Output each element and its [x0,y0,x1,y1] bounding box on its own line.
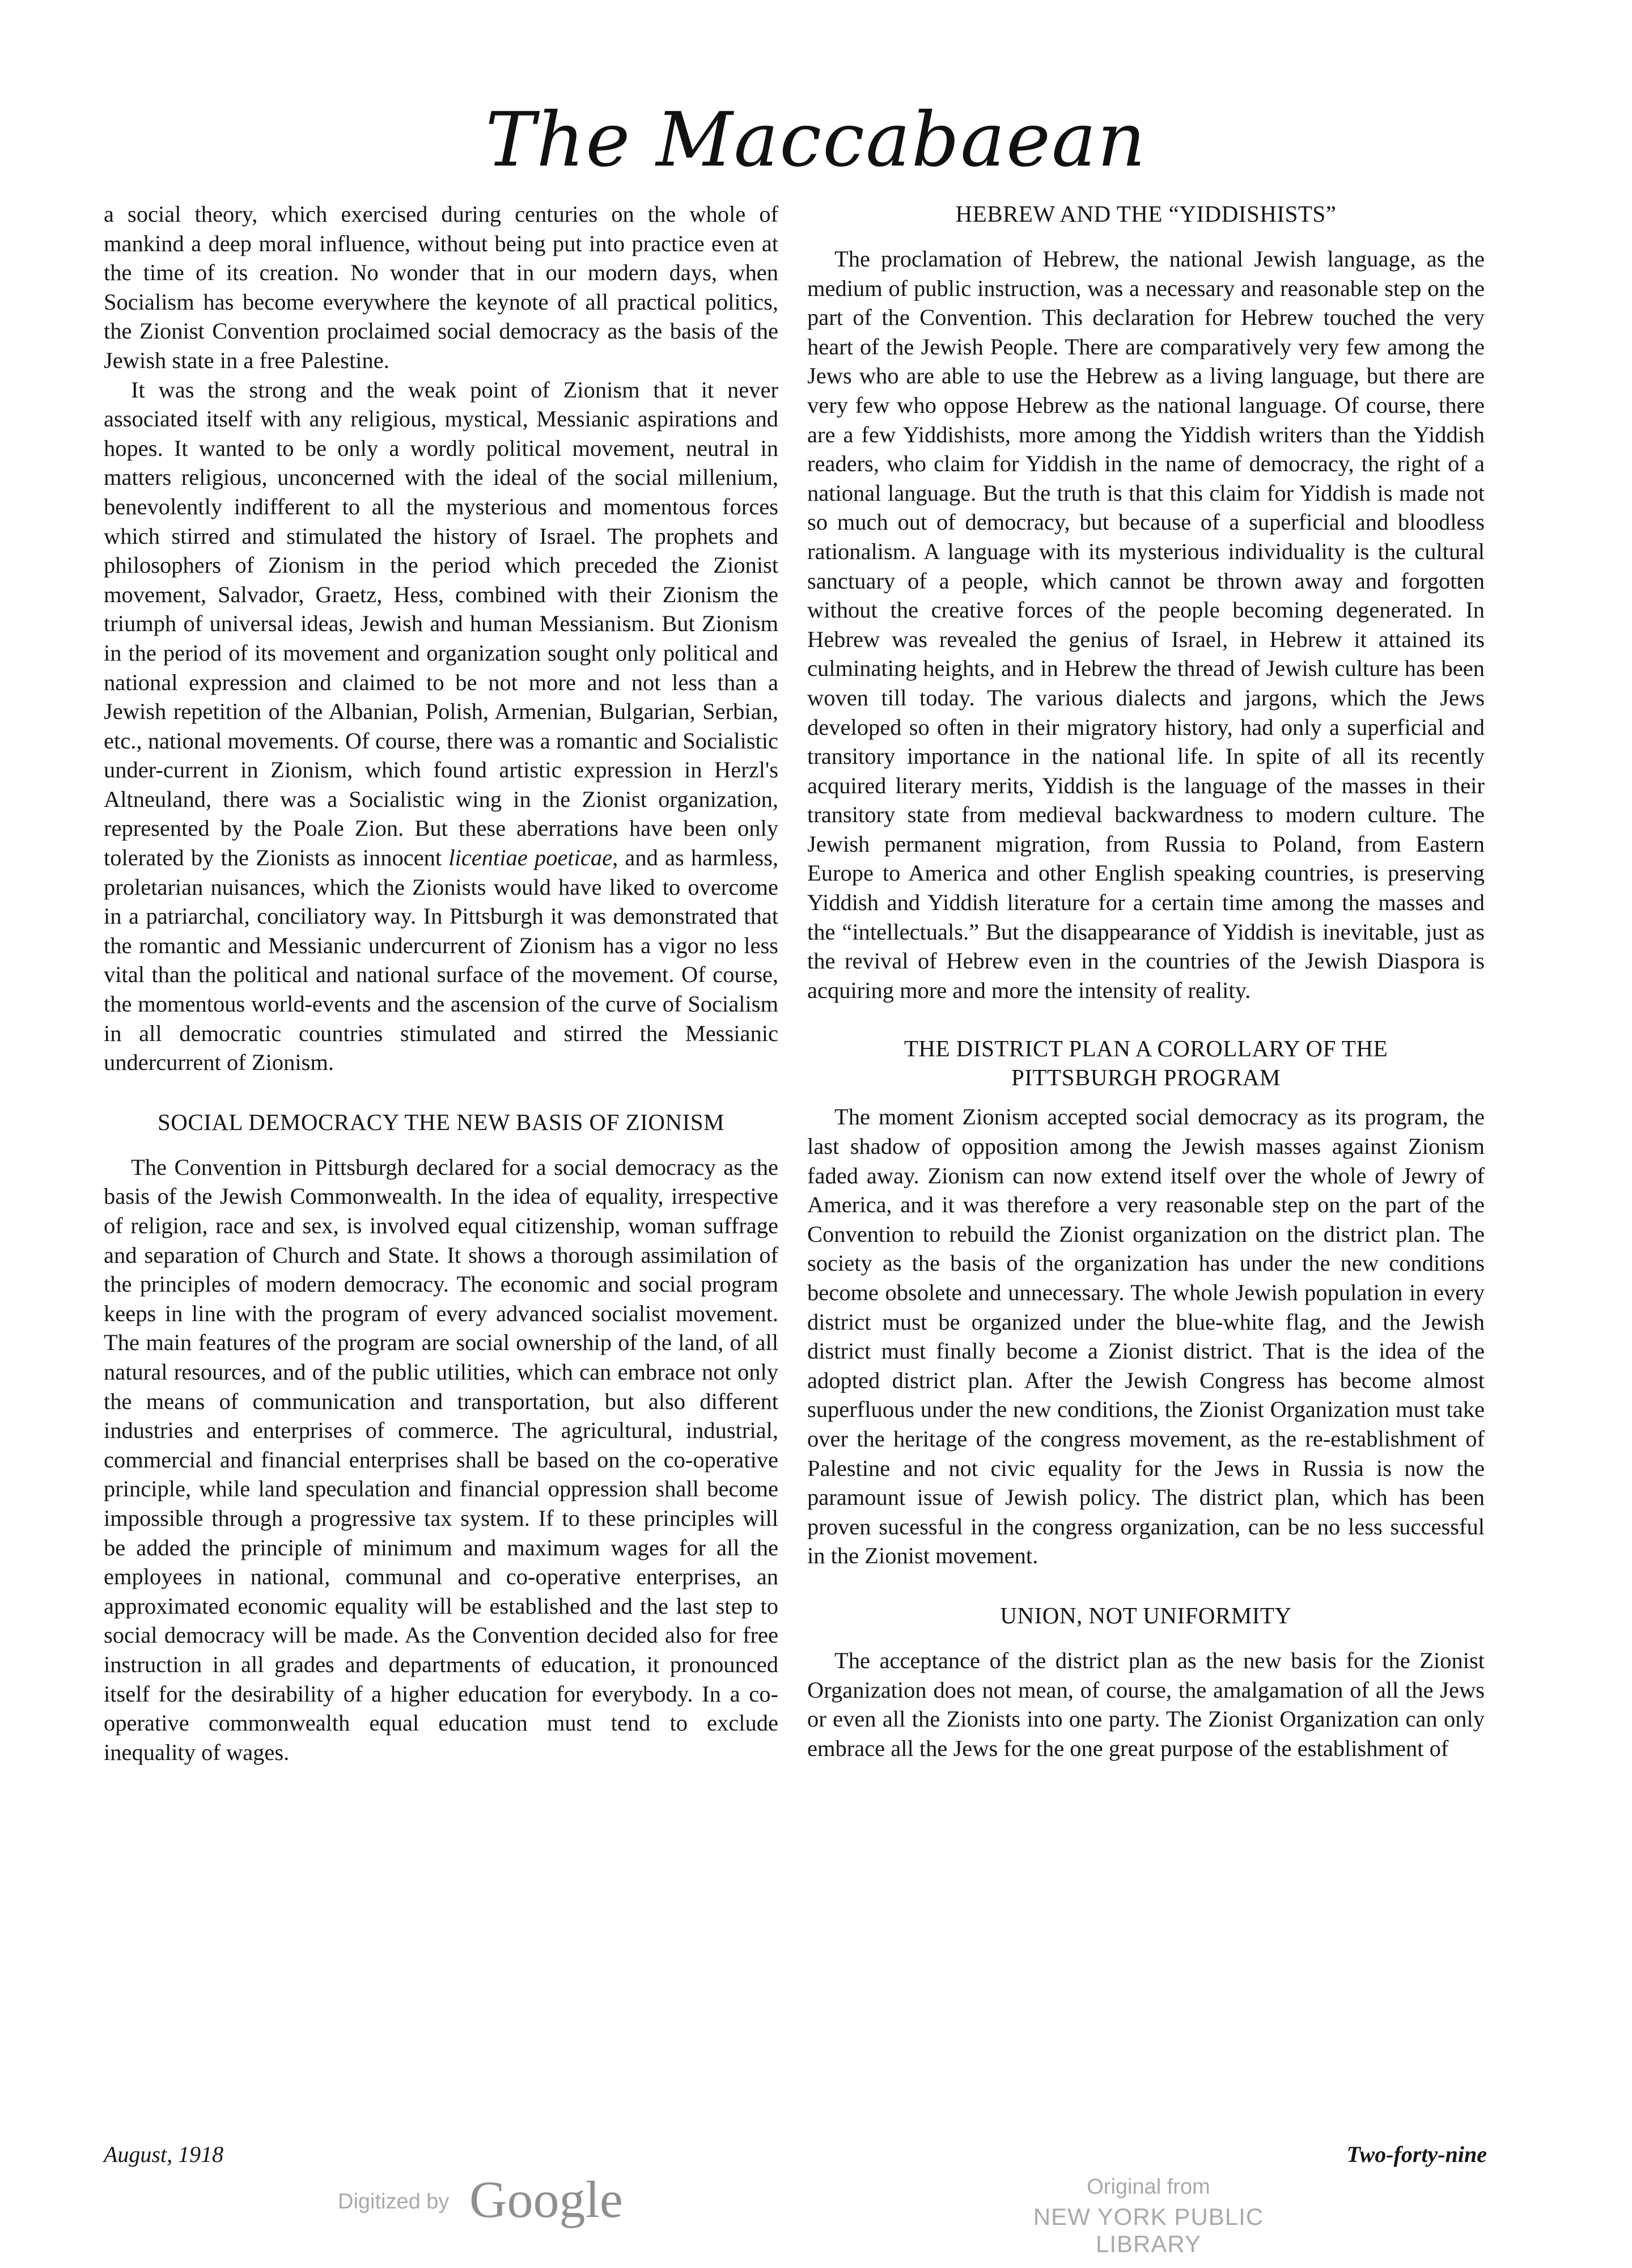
left-paragraph-2-text-b: , and as harmless, proletarian nuisances, which the Zionists would have liked to overcome in a patriarchal, conciliatory way. In Pittsburgh it was demonstrated that the romantic and Messianic undercurrent of Zionism has a vigor no less vital than the political and national surface of the movement. Of course, the momentous world-events and the ascension of the curve of Socialism in all democratic countries stimulated and stirred the Messianic undercurrent of Zionism. [104,845,778,1076]
right-paragraph-3: The acceptance of the district plan as the new basis for the Zionist Organization does not mean, of course, the amalgamation of all the Jews or even all the Zionists into one party. The Zionist Organization can only embrace all the Jews for the one great purpose of the establishment of [807,1647,1485,1761]
digitized-by-label: Digitized by [338,2190,450,2214]
footer-page-number: Two-forty-nine [1346,2142,1487,2167]
library-name: NEW YORK PUBLIC LIBRARY [1033,2203,1264,2257]
right-paragraph-1: The proclamation of Hebrew, the national Jewish language, as the medium of public instruction, was a necessary and reasonable step on the part of the Convention. This declaration for Hebrew touched the very heart of the Jewish People. There are comparatively very few among the Jews who are able to use the Hebrew as a living language, but there are very few who oppose Hebrew as the national language. Of course, there are a few Yiddishists, more among the Yiddish writers than the Yiddish readers, who claim for Yiddish in the name of democracy, the right of a national language. But the truth is that this claim for Yiddish is made not so much out of democracy, but because of a superficial and bloodless rationalism. A language with its mysterious individuality is the cultural sanctuary of a people, which cannot be thrown away and forgotten without the creative forces of the people becoming degenerated. In Hebrew was revealed the genius of Israel, in Hebrew it attained its culminating heights, and in Hebrew the thread of Jewish culture has been woven till today. The various dialects and jargons, which the Jews developed so often in their migratory history, had only a superficial and transitory importance in the national life. In spite of all its recently acquired literary merits, Yiddish is the language of the masses in their transitory state from medieval backwardness to modern culture. The Jewish permanent migration, from Russia to Poland, from Eastern Europe to America and other English speaking countries, is preserving Yiddish and Yiddish literature for a certain time among the masses and the “intellectuals.” But the disappearance of Yiddish is inevitable, just as the revival of Hebrew even in the countries of the Jewish Diaspora is acquiring more and more the intensity of reality. [807,246,1485,1003]
left-paragraph-3: The Convention in Pittsburgh declared for a social democracy as the basis of the Jewish Commonwealth. In the idea of equality, irrespective of religion, race and sex, is involved equal citizenship, woman suffrage and separation of Church and State. It shows a thorough assimilation of the principles of modern democracy. The economic and social program keeps in line with the program of every advanced socialist movement. The main features of the program are social ownership of the land, of all natural resources, and of the public utilities, which can embrace not only the means of communication and transportation, but also different industries and enterprises of commerce. The agricultural, industrial, commercial and financial enterprises shall be based on the co-operative principle, while land speculation and financial oppression shall become impossible through a progressive tax system. If to these principles will be added the principle of minimum and maximum wages for all the employees in national, communal and co-operative enterprises, an approximated economic equality will be established and the last step to social democracy will be made. As the Convention decided also for free instruction in all grades and departments of education, it pronounced itself for the desirability of a higher education for everybody. In a co-operative commonwealth equal education must tend to exclude inequality of wages. [104,1154,778,1765]
heading-social-democracy: SOCIAL DEMOCRACY THE NEW BASIS OF ZIONISM [157,1108,724,1135]
heading-district-line-1: THE DISTRICT PLAN A COROLLARY OF THE [904,1035,1388,1062]
heading-district-plan [807,1034,1485,1092]
left-paragraph-2 [104,375,778,1077]
original-from-label: Original from [1087,2175,1210,2199]
left-paragraph-1: a social theory, which exercised during centuries on the whole of mankind a deep moral influence, without being put into practice even at the time of its creation. No wonder that in our modern days, when Socialism has become everywhere the keynote of all practical politics, the Zionist Convention proclaimed social democracy as the basis of the Jewish state in a free Palestine. [104,201,778,373]
heading-union-not-uniformity: UNION, NOT UNIFORMITY [1000,1602,1292,1628]
heading-district-line-2: PITTSBURGH PROGRAM [1011,1064,1281,1091]
heading-hebrew-yiddishists: HEBREW AND THE “YIDDISHISTS” [955,201,1337,227]
left-paragraph-2-italic: licentiae poeticae [448,845,613,871]
masthead-title: The Maccabaean [485,96,1147,184]
left-paragraph-2-text-a: It was the strong and the weak point of Zionism that it never associated itself with any religious, mystical, Messianic aspirations and hopes. It wanted to be only a wordly political movement, neutral in matters religious, unconcerned with the ideal of the social millenium, benevolently indifferent to all the mysterious and momentous forces which stirred and stimulated the history of Israel. The prophets and philosophers of Zionism in the period which preceded the Zionist movement, Salvador, Graetz, Hess, combined with their Zionism the triumph of universal ideas, Jewish and human Messianism. But Zionism in the period of its movement and organization sought only political and national expression and claimed to be not more and not less than a Jewish repetition of the Albanian, Polish, Armenian, Bulgarian, Serbian, etc., national movements. Of course, there was a romantic and Socialistic under-current in Zionism, which found artistic expression in Herzl's Altneuland, there was a Socialistic wing in the Zionist organization, represented by the Poale Zion. But these aberrations have been only tolerated by the Zionists as innocent [104,376,778,871]
footer-date: August, 1918 [104,2142,224,2167]
left-column [104,200,778,1767]
right-column [807,200,1485,1763]
google-logo: Google [469,2170,623,2228]
right-paragraph-2: The moment Zionism accepted social democracy as its program, the last shadow of opposition among the Jewish masses against Zionism faded away. Zionism can now extend itself over the whole of Jewry of America, and it was therefore a very reasonable step on the part of the Convention to rebuild the Zionist organization on the district plan. The society as the basis of the organization has under the new conditions become obsolete and unnecessary. The whole Jewish population in every district must be organized under the blue-white flag, and the Jewish district must finally become a Zionist district. That is the idea of the adopted district plan. After the Jewish Congress has become almost superfluous under the new conditions, the Zionist Organization must take over the heritage of the congress movement, as the re-establishment of Palestine and not civic equality for the Jews in Russia is now the paramount issue of Jewish policy. The district plan, which has been proven sucessful in the congress organization, can be no less successful in the Zionist movement. [807,1104,1485,1569]
